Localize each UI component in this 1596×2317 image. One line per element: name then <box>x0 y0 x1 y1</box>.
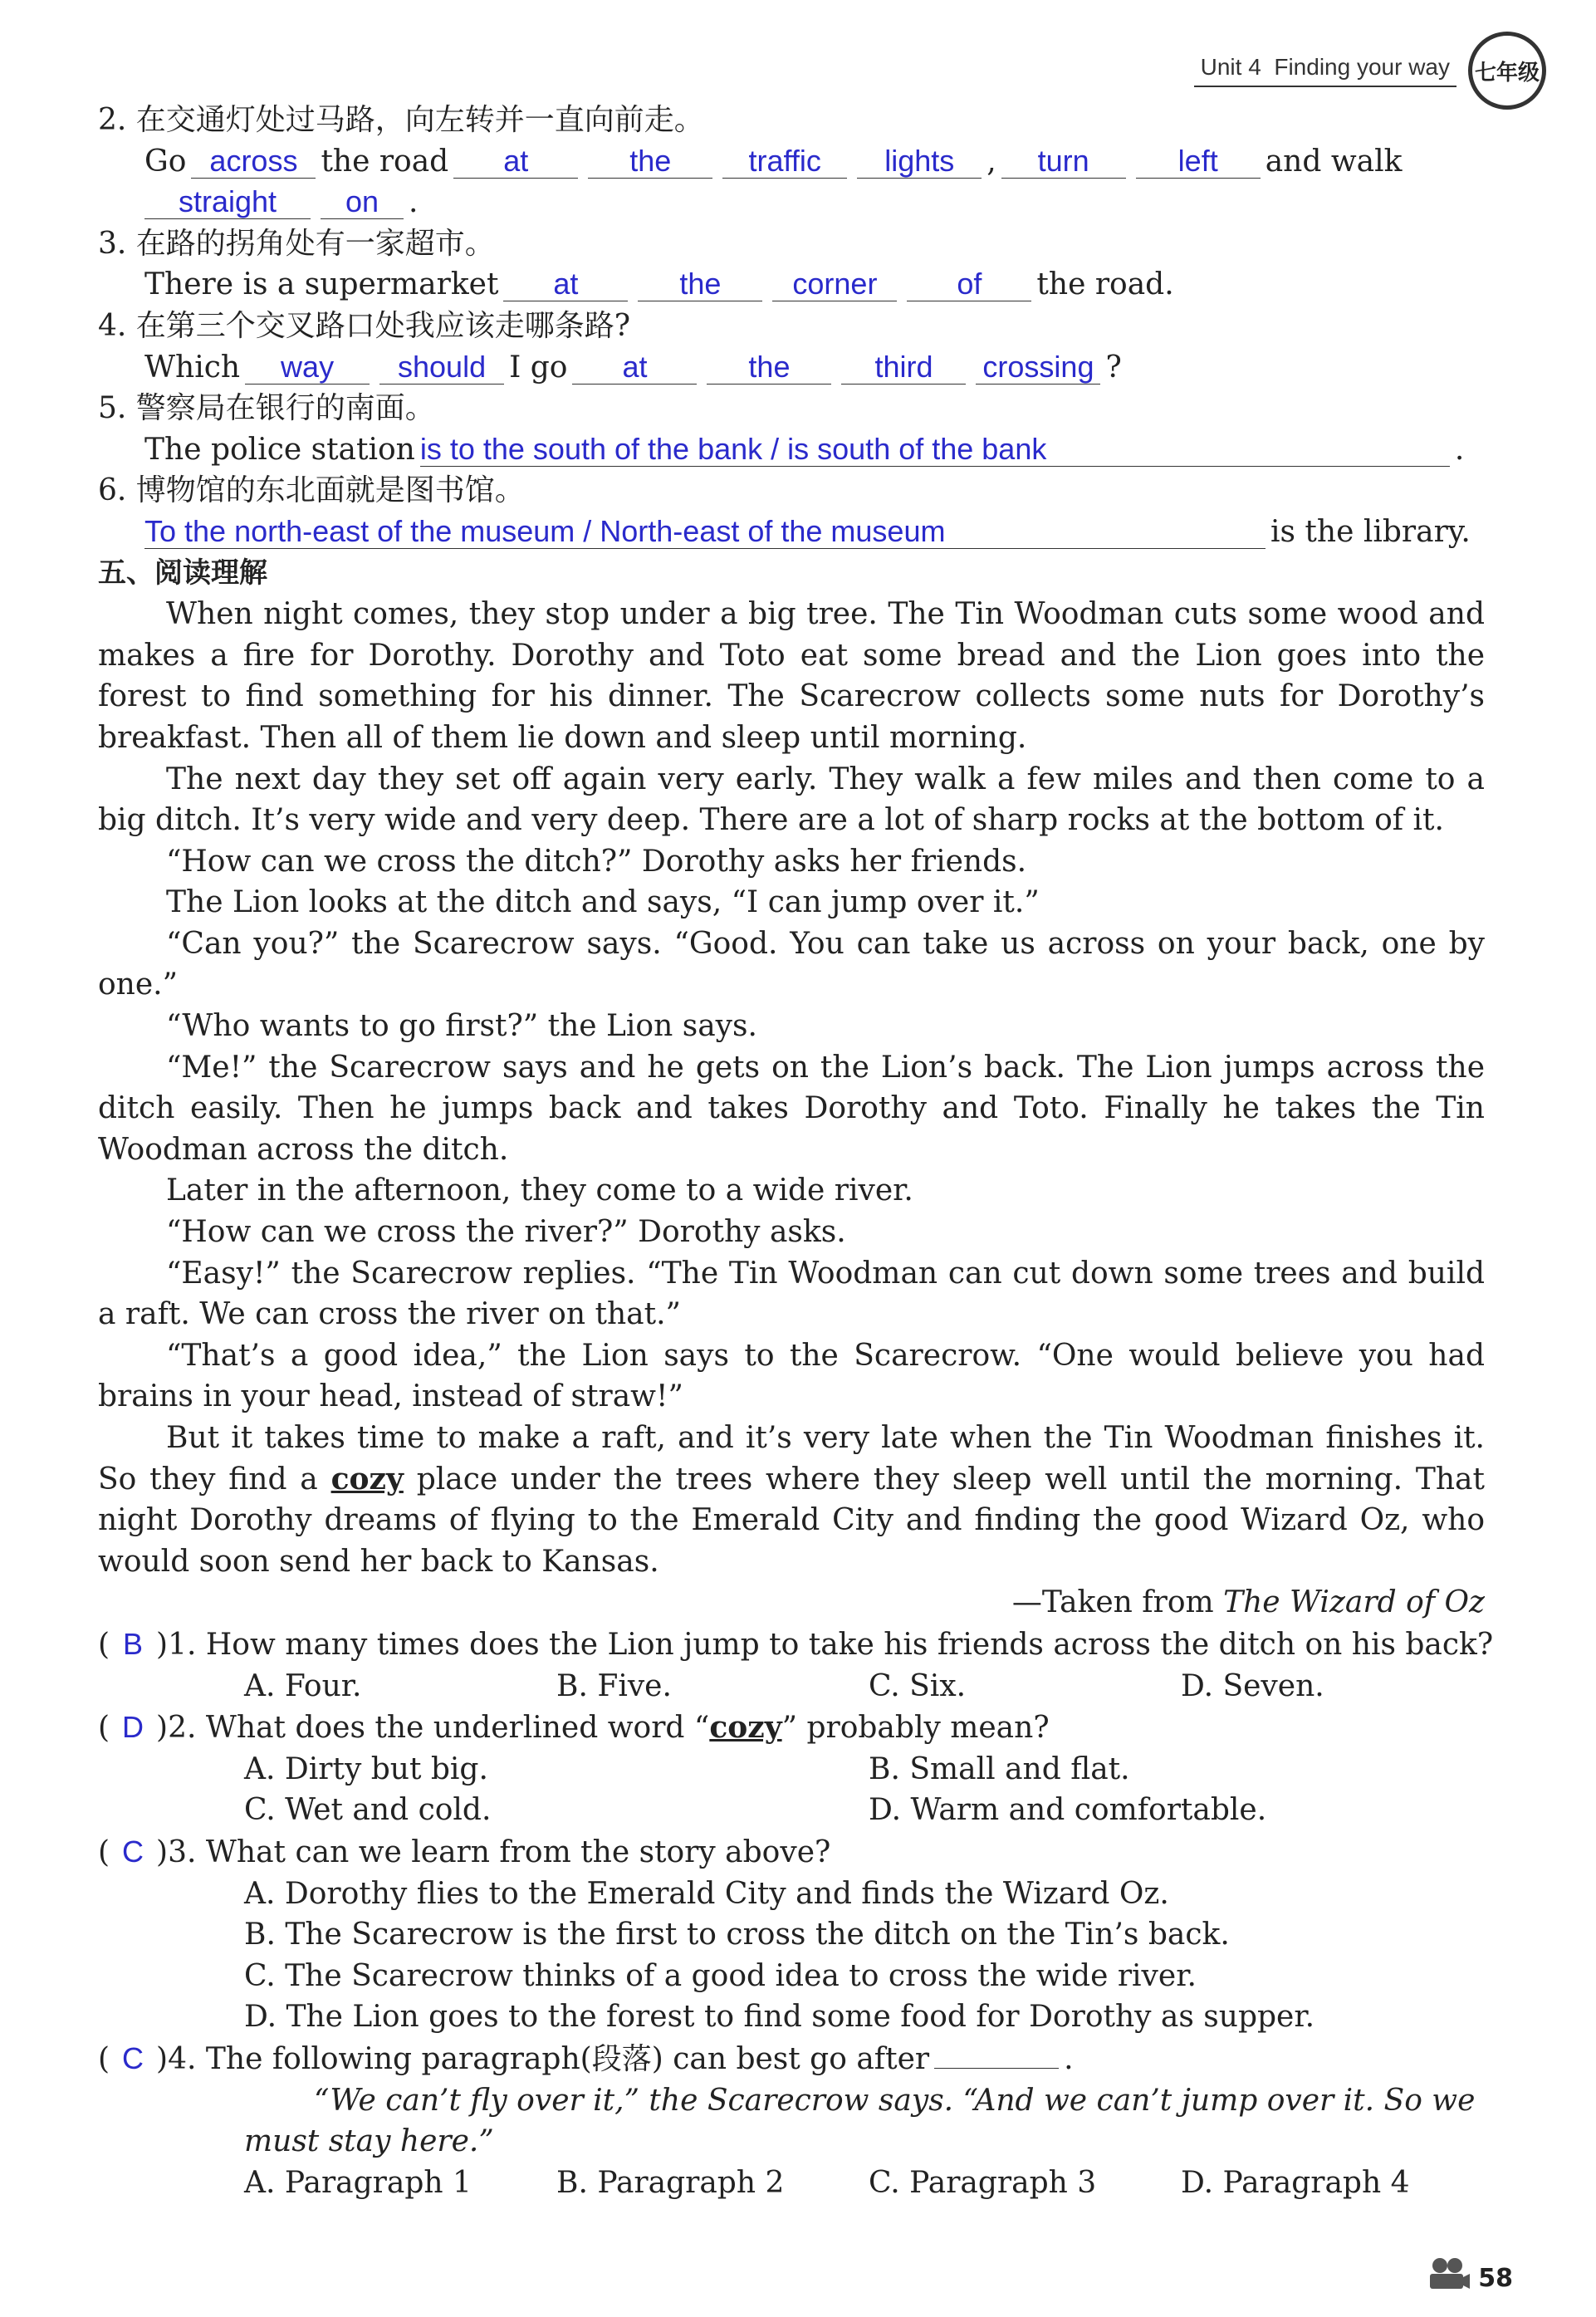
q1-option-d[interactable]: D. Seven. <box>1181 1668 1324 1703</box>
q6-chinese: 6. 博物馆的东北面就是图书馆。 <box>98 473 525 508</box>
q3-option-c[interactable]: C. The Scarecrow thinks of a good idea to cross the wide river. <box>244 1958 1197 1993</box>
q2-blank-6[interactable]: turn <box>1001 145 1126 179</box>
cozy-word: cozy <box>330 1461 404 1496</box>
q1-option-b[interactable]: B. Five. <box>556 1668 672 1703</box>
q2-option-d[interactable]: D. Warm and comfortable. <box>869 1793 1267 1828</box>
q1-option-c[interactable]: C. Six. <box>869 1668 967 1703</box>
q4-option-b[interactable]: B. Paragraph 2 <box>556 2165 785 2200</box>
question-2-options-row1 <box>98 1749 1485 1790</box>
q4-english: Which way should I go at the third crossing ? <box>144 349 1122 385</box>
answer-4[interactable]: C <box>122 2040 144 2075</box>
passage-paragraph-7: “Me!” the Scarecrow says and he gets on the Lion’s back. The Lion jumps across the ditch easily. Then he jumps back and takes Dorothy and Toto. Finally he takes the Tin Woodman across the ditch. <box>98 1050 1485 1167</box>
page-content <box>98 100 1494 2203</box>
q1-option-a[interactable]: A. Four. <box>244 1668 362 1703</box>
answer-1[interactable]: B <box>123 1626 144 1661</box>
question-4-options <box>98 2163 1485 2204</box>
q2-blank-8[interactable]: straight <box>144 185 311 219</box>
question-4-quote-2: must stay here.” <box>244 2124 494 2159</box>
q3-blank-3[interactable]: corner <box>772 267 897 301</box>
q3-blank-4[interactable]: of <box>907 267 1031 301</box>
answer-2[interactable]: D <box>122 1710 144 1745</box>
q3-blank-1[interactable]: at <box>503 267 628 301</box>
q5-english: The police station is to the south of the bank / is south of the bank . <box>144 431 1465 467</box>
page-number: 58 <box>1478 2264 1513 2293</box>
q2-option-a[interactable]: A. Dirty but big. <box>244 1751 488 1786</box>
question-3: ( C )3. What can we learn from the story above? <box>98 1831 1485 1874</box>
passage-paragraph-3: “How can we cross the ditch?” Dorothy asks her friends. <box>166 844 1027 879</box>
passage-source: —Taken from The Wizard of Oz <box>1011 1585 1485 1620</box>
q4-option-d[interactable]: D. Paragraph 4 <box>1181 2165 1410 2200</box>
q4-chinese: 4. 在第三个交叉路口处我应该走哪条路? <box>98 308 631 343</box>
passage-paragraph-8: Later in the afternoon, they come to a wide river. <box>166 1173 913 1208</box>
page-header <box>1194 33 1546 108</box>
q4-blank-3[interactable]: at <box>572 350 697 385</box>
passage-paragraph-4: The Lion looks at the ditch and says, “I can jump over it.” <box>166 885 1040 920</box>
q2-blank-5[interactable]: lights <box>857 145 982 179</box>
passage-paragraph-6: “Who wants to go first?” the Lion says. <box>166 1009 757 1044</box>
q3-chinese: 3. 在路的拐角处有一家超市。 <box>98 226 495 261</box>
q4-paragraph-blank[interactable] <box>934 2068 1059 2069</box>
passage-paragraph-5: “Can you?” the Scarecrow says. “Good. You can take us across on your back, one by one.” <box>98 926 1485 1002</box>
q2-blank-9[interactable]: on <box>321 185 404 219</box>
q2-blank-1[interactable]: across <box>191 145 316 179</box>
q2-blank-7[interactable]: left <box>1136 145 1261 179</box>
q4-blank-6[interactable]: crossing <box>976 350 1100 385</box>
passage-paragraph-1: When night comes, they stop under a big tree. The Tin Woodman cuts some wood and makes a fire for Dorothy. Dorothy and Toto eat some bread and the Lion goes into the forest to find something for his dinner. The Scarecrow collects some nuts for Dorothy’s breakfast. Then all of them lie down and sleep until morning. <box>98 597 1485 755</box>
question-2-options-row2 <box>98 1790 1485 1831</box>
q3-option-a[interactable]: A. Dorothy flies to the Emerald City and finds the Wizard Oz. <box>244 1876 1169 1911</box>
answer-3[interactable]: C <box>122 1834 144 1869</box>
grade-badge: 七年级 <box>1468 32 1546 110</box>
question-4: ( C )4. The following paragraph(段落) can best go after . <box>98 2038 1485 2080</box>
q3-option-b[interactable]: B. The Scarecrow is the first to cross the ditch on the Tin’s back. <box>244 1918 1230 1952</box>
q5-blank[interactable]: is to the south of the bank / is south of the bank <box>420 433 1450 467</box>
q2-option-b[interactable]: B. Small and flat. <box>869 1751 1130 1786</box>
q2-english-cont: straight on . <box>98 182 1485 223</box>
question-4-quote-1: “We can’t fly over it,” the Scarecrow says. “And we can’t jump over it. So we <box>314 2083 1476 2118</box>
unit-title: Unit 4 Finding your way <box>1194 54 1456 87</box>
q4-blank-1[interactable]: way <box>245 350 370 385</box>
passage-paragraph-9: “How can we cross the river?” Dorothy asks. <box>166 1215 846 1250</box>
passage-paragraph-12: But it takes time to make a raft, and it’s very late when the Tin Woodman finishes it. So they find a cozy place under the trees where they sleep well until the morning. That night Dorothy dreams of flying to the Emerald City and finding the good Wizard Oz, who would soon send her back to Kansas. <box>98 1421 1485 1579</box>
q3-blank-2[interactable]: the <box>638 267 762 301</box>
passage-paragraph-10: “Easy!” the Scarecrow replies. “The Tin Woodman can cut down some trees and build a raft. We can cross the river on that.” <box>98 1256 1485 1332</box>
q2-english: Go across the road at the traffic lights , turn left and walk <box>144 143 1403 179</box>
q3-english: There is a supermarket at the corner of the road. <box>144 267 1174 302</box>
question-2: ( D )2. What does the underlined word “cozy” probably mean? <box>98 1707 1485 1749</box>
q4-blank-4[interactable]: the <box>707 350 831 385</box>
passage-paragraph-2: The next day they set off again very early. They walk a few miles and then come to a big ditch. It’s very wide and very deep. There are a lot of sharp rocks at the bottom of it. <box>98 762 1485 838</box>
question-1: ( B )1. How many times does the Lion jump to take his friends across the ditch on his back? <box>98 1624 1485 1666</box>
q2-blank-4[interactable]: traffic <box>722 145 847 179</box>
passage-paragraph-11: “That’s a good idea,” the Lion says to the Scarecrow. “One would believe you had brains in your head, instead of straw!” <box>98 1338 1485 1414</box>
q6-blank[interactable]: To the north-east of the museum / North-east of the museum <box>144 515 1266 549</box>
question-1-options <box>98 1666 1485 1707</box>
q4-blank-5[interactable]: third <box>841 350 966 385</box>
q4-option-c[interactable]: C. Paragraph 3 <box>869 2165 1097 2200</box>
q2-option-c[interactable]: C. Wet and cold. <box>244 1793 492 1828</box>
camera-icon <box>1425 2256 1471 2292</box>
q2-chinese: 2. 在交通灯处过马路，向左转并一直向前走。 <box>98 103 704 137</box>
q4-option-a[interactable]: A. Paragraph 1 <box>244 2165 472 2200</box>
q2-blank-3[interactable]: the <box>588 145 712 179</box>
section-title: 五、阅读理解 <box>98 556 267 590</box>
q6-english: To the north-east of the museum / North-east of the museum is the library. <box>144 513 1471 549</box>
q2-blank-2[interactable]: at <box>453 145 578 179</box>
q5-chinese: 5. 警察局在银行的南面。 <box>98 391 435 426</box>
q4-blank-2[interactable]: should <box>379 350 504 385</box>
q3-option-d[interactable]: D. The Lion goes to the forest to find some food for Dorothy as supper. <box>244 2000 1315 2035</box>
